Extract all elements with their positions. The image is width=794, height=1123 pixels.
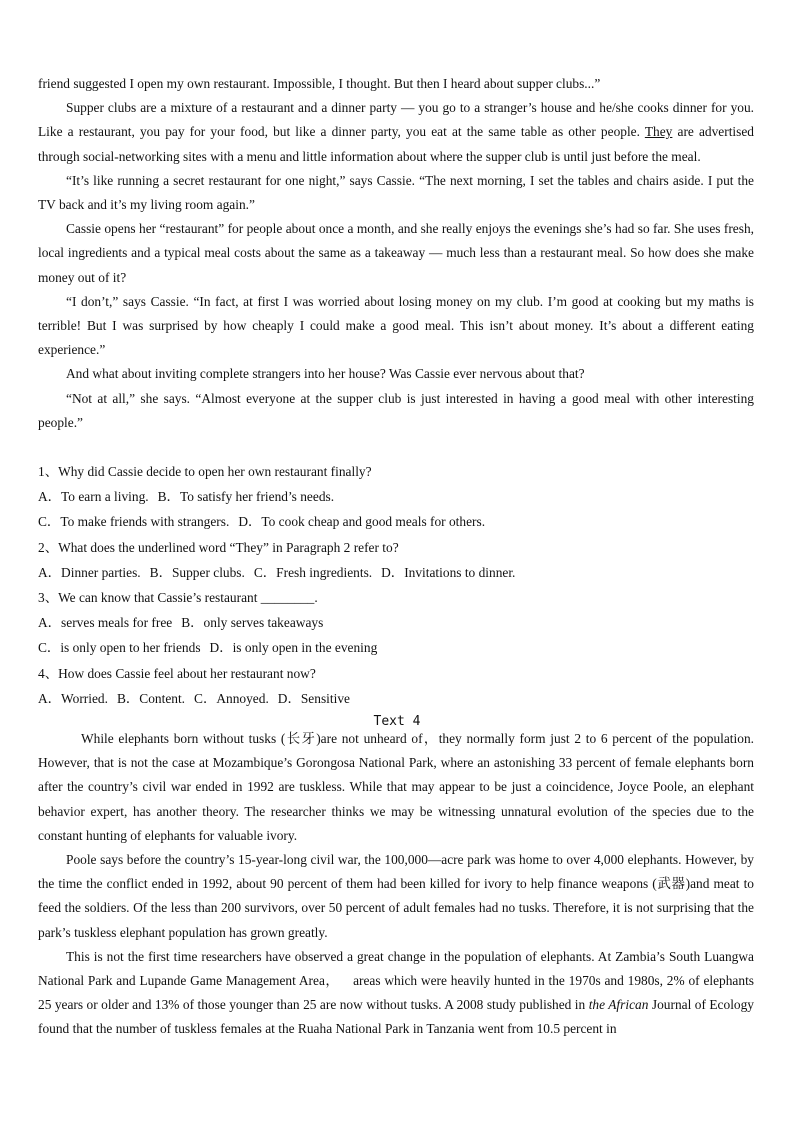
option-c[interactable]: C．Fresh ingredients. [253, 564, 373, 580]
option-d[interactable]: D．Sensitive [277, 690, 350, 706]
option-d[interactable]: D．Invitations to dinner. [381, 564, 516, 580]
section-heading: Text 4 [373, 714, 421, 729]
paragraph-3: Cassie opens her “restaurant” for people about once a month, and she really enjoys the evenings she’s had so far. She uses fresh, local ingredients and a typical meal costs about the same as a takeaway — much less than a restaurant meal. So how does she make money out of it? [38, 221, 754, 285]
option-a[interactable]: A．serves meals for free [38, 615, 173, 631]
question-1-stem: 1、Why did Cassie decide to open her own restaurant finally? [38, 464, 372, 479]
underlined-word-they: They [644, 124, 673, 140]
text-4-paragraph-3-comma: ， [324, 973, 340, 989]
question-3-options-row-2 [38, 635, 754, 660]
option-d[interactable]: D．is only open in the evening [209, 640, 378, 656]
option-b[interactable]: B．Supper clubs. [149, 564, 245, 580]
passage-3 [38, 72, 754, 435]
option-a[interactable]: A．To earn a living. [38, 489, 149, 505]
paragraph-1-text-a: Supper clubs are a mixture of a restaurant and a dinner party — you go to a stranger’s house and he/she cooks dinner for you. Like a restaurant, you pay for your food, but like a dinner party, you eat at the same table as other people. [38, 100, 754, 140]
text-4-paragraph-3-text-c: Journal of Ecology found that the number of tuskless females at the Ruaha National Park in Tanzania went from 10.5 percent in [38, 997, 754, 1037]
text-4-passage [38, 727, 754, 1042]
option-b[interactable]: B．only serves takeaways [181, 615, 324, 631]
question-1-options-row-1 [38, 484, 754, 509]
option-c[interactable]: C．Annoyed. [194, 690, 269, 706]
option-d[interactable]: D．To cook cheap and good meals for others. [238, 514, 486, 530]
text-4-paragraph-2: Poole says before the country’s 15-year-long civil war, the 100,000—acre park was home to over 4,000 elephants. However, by the time the conflict ended in 1992, about 90 percent of them had been killed for ivory to help finance weapons (武器)and meat to feed the soldiers. Of the less than 200 survivors, over 50 percent of adult females had no tusks. Therefore, it is not surprising that the park’s tuskless elephant population has grown greatly. [38, 852, 754, 940]
paragraph-6: “Not at all,” she says. “Almost everyone at the supper club is just interested in having a good meal with other interesting people.” [38, 390, 754, 430]
paragraph-0: friend suggested I open my own restaurant. Impossible, I thought. But then I heard about supper clubs...” [38, 76, 601, 91]
paragraph-1 [38, 96, 754, 169]
paragraph-4: “I don’t,” says Cassie. “In fact, at first I was worried about losing money on my club. I’m good at cooking but my maths is terrible! But I was surprised by how cheaply I could make a good meal. This isn’t about money. It’s about a different eating experience.” [38, 293, 754, 358]
text-4-paragraph-3 [38, 945, 754, 1042]
text-4-paragraph-1: While elephants born without tusks (长牙)are not unheard of，they normally form just 2 to 6 percent of the population. However, that is not the case at Mozambique’s Gorongosa National Park, where an astonishing 33 percent of female elephants born after the country’s civil war ended in 1992 are tuskless. While that may appear to be just a coincidence, Joyce Poole, an elephant behavior expert, has another theory. The researcher thinks we may be witnessing unnatural evolution of the species due to the constant hunting of elephants for valuable ivory. [38, 731, 754, 843]
question-list [38, 459, 754, 711]
question-2-options-row-1 [38, 560, 754, 585]
paragraph-2: “It’s like running a secret restaurant for one night,” says Cassie. “The next morning, I set the tables and chairs aside. I put the TV back and it’s my living room again.” [38, 172, 754, 213]
option-c[interactable]: C．is only open to her friends [38, 640, 201, 656]
question-3-options-row-1 [38, 610, 754, 635]
option-a[interactable]: A．Worried. [38, 690, 108, 706]
journal-name-italic: the African [588, 997, 649, 1013]
option-b[interactable]: B．To satisfy her friend’s needs. [157, 489, 335, 505]
paragraph-5: And what about inviting complete strangers into her house? Was Cassie ever nervous about that? [66, 366, 585, 382]
question-4-options-row-1 [38, 686, 754, 711]
question-2-stem: 2、What does the underlined word “They” in Paragraph 2 refer to? [38, 539, 399, 555]
question-1-options-row-2 [38, 509, 754, 534]
option-a[interactable]: A．Dinner parties. [38, 564, 141, 580]
text-4-paragraph-3-text-b: areas which were heavily hunted in the 1970s and 1980s, 2% of elephants 25 years or older and 13% of those younger than 25 are now without tusks. A 2008 study published in [38, 973, 755, 1013]
paragraph-1-text-b: are advertised through social-networking sites with a menu and little information about where the supper club is until just before the meal. [38, 124, 754, 164]
option-c[interactable]: C．To make friends with strangers. [38, 514, 230, 530]
question-3-stem: 3、We can know that Cassie’s restaurant ________. [38, 589, 318, 605]
text-4-paragraph-3-text-a: This is not the first time researchers have observed a great change in the population of elephants. At Zambia’s South Luangwa National Park and Lupande Game Management Area [38, 948, 754, 989]
question-4-stem: 4、How does Cassie feel about her restaurant now? [38, 665, 316, 681]
option-b[interactable]: B．Content. [116, 690, 186, 706]
